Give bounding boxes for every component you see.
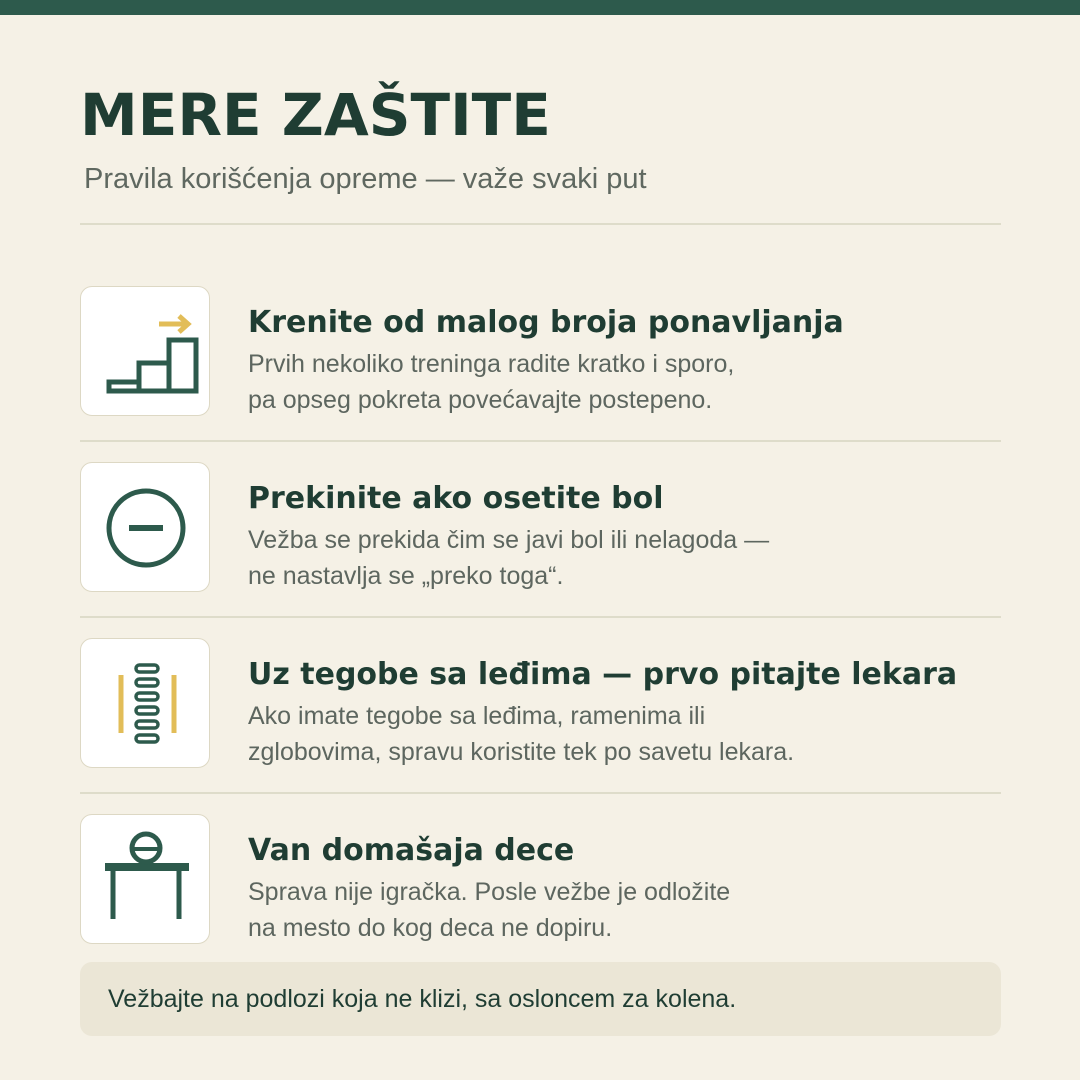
shelf-storage-icon	[81, 815, 211, 945]
icon-tile	[80, 462, 210, 592]
item-title: Uz tegobe sa leđima — prvo pitajte lekara	[248, 657, 958, 692]
page-title: MERE ZAŠTITE	[80, 81, 551, 149]
item-title: Krenite od malog broja ponavljanja	[248, 305, 844, 340]
item-description: Prvih nekoliko treninga radite kratko i sporo, pa opseg pokreta povećavajte postepeno.	[248, 350, 735, 414]
stop-minus-icon	[81, 463, 211, 593]
item-divider	[80, 616, 1001, 618]
item-title: Prekinite ako osetite bol	[248, 481, 664, 516]
spine-icon	[81, 639, 211, 769]
item-description: Vežba se prekida čim se javi bol ili nelagoda — ne nastavlja se „preko toga“.	[248, 526, 770, 590]
item-description: Sprava nije igračka. Posle vežbe je odložite na mesto do kog deca ne dopiru.	[248, 878, 731, 942]
list-item	[80, 462, 1001, 594]
item-title: Van domašaja dece	[248, 833, 575, 868]
progress-steps-icon	[81, 287, 211, 417]
list-item	[80, 286, 1001, 418]
item-description: Ako imate tegobe sa leđima, ramenima ili zglobovima, spravu koristite tek po savetu lekara.	[248, 702, 795, 766]
item-divider	[80, 440, 1001, 442]
footer-note-text: Vežbajte na podlozi koja ne klizi, sa osloncem za kolena.	[108, 985, 737, 1013]
footer-note	[80, 962, 1001, 1036]
icon-tile	[80, 814, 210, 944]
top-accent-bar	[0, 0, 1080, 15]
header-divider	[80, 223, 1001, 225]
list-item	[80, 638, 1001, 770]
page-subtitle: Pravila korišćenja opreme — važe svaki put	[84, 163, 647, 195]
item-divider	[80, 792, 1001, 794]
list-item	[80, 814, 1001, 946]
icon-tile	[80, 638, 210, 768]
icon-tile	[80, 286, 210, 416]
